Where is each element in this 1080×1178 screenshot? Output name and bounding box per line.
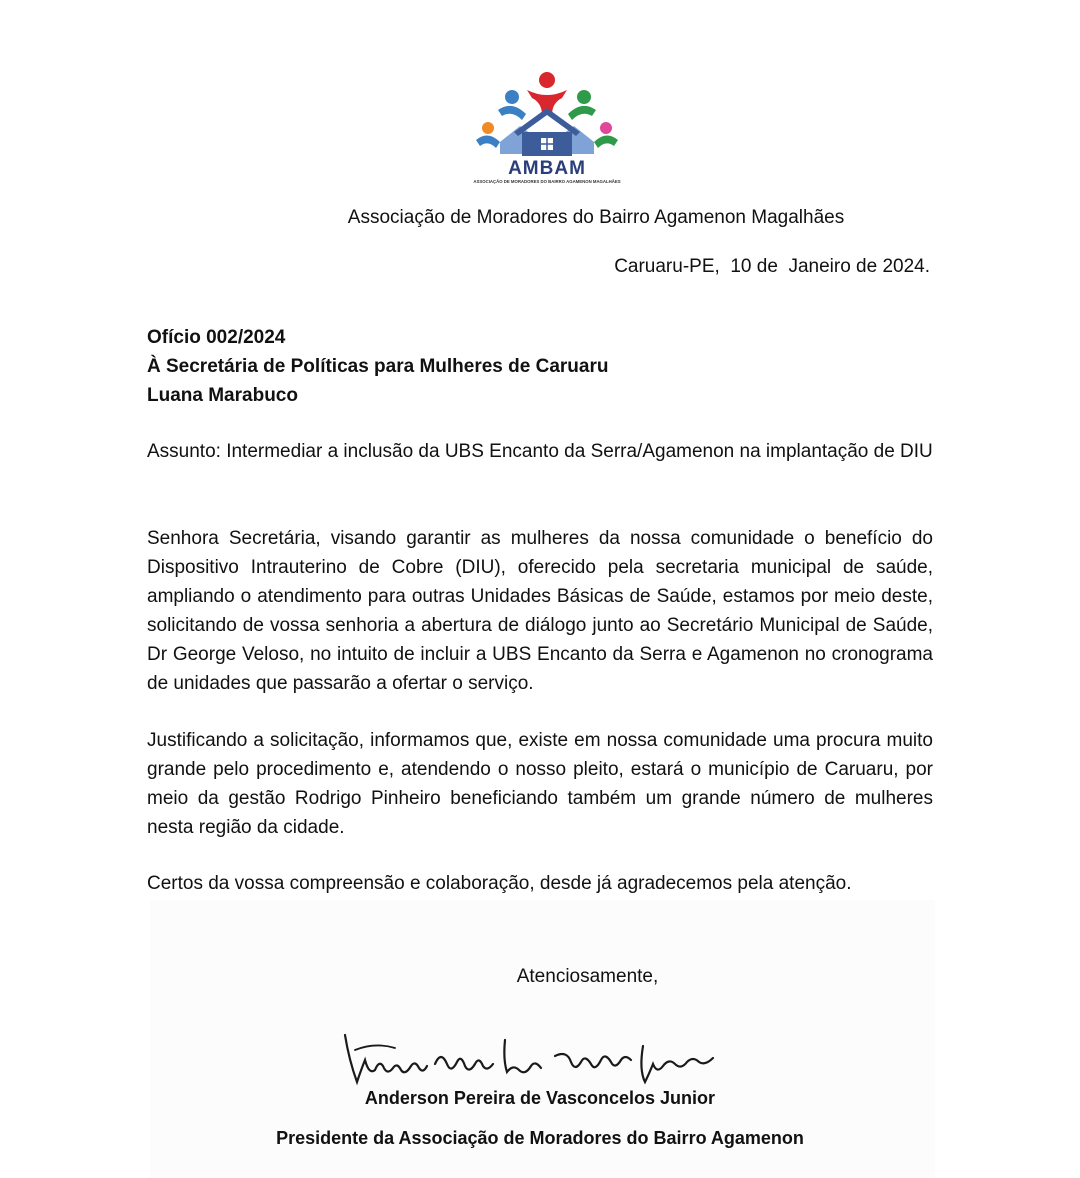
closing-paragraph: Certos da vossa compreensão e colaboração, desde já agradecemos pela atenção. <box>147 873 852 894</box>
right-figure-icon <box>594 122 618 148</box>
body-paragraph-2: Justificando a solicitação, informamos que, existe em nossa comunidade uma procura muito grande pelo procedimento e, atendendo o nosso pleito, estará o município de Caruaru, por meio da gestão Rodrigo Pinheiro beneficiando também um grande número de mulheres nesta região da cidade. <box>147 730 933 838</box>
left-inner-figure-icon <box>498 90 526 120</box>
recipient-name: Luana Marabuco <box>147 385 298 406</box>
letter-header <box>147 323 608 410</box>
logo-caption: ASSOCIAÇÃO DE MORADORES DO BAIRRO AGAMENON MAGALHÃES <box>473 179 621 184</box>
date-line: Caruaru-PE, 10 de Janeiro de 2024. <box>614 256 930 277</box>
body-paragraph-1: Senhora Secretária, visando garantir as mulheres da nossa comunidade o benefício do Dispositivo Intrauterino de Cobre (DIU), oferecido pela secretaria municipal de saúde, ampliando o atendimento para outras Unidades Básicas de Saúde, estamos por meio deste, solicitando de vossa senhoria a abertura de diálogo junto ao Secretário Municipal de Saúde, Dr George Veloso, no intuito de incluir a UBS Encanto da Serra e Agamenon no cronograma de unidades que passarão a ofertar o serviço. <box>147 528 933 694</box>
recipient-line: À Secretária de Políticas para Mulheres de Caruaru <box>147 356 609 377</box>
signer-name: Anderson Pereira de Vasconcelos Junior <box>364 1088 716 1108</box>
salutation: Atenciosamente, <box>516 966 659 987</box>
right-inner-figure-icon <box>568 90 596 120</box>
signer-title: Presidente da Associação de Moradores do Bairro Agamenon <box>276 1128 804 1148</box>
ambam-logo <box>472 70 622 190</box>
left-figure-icon <box>476 122 500 148</box>
organization-name: Associação de Moradores do Bairro Agamenon Magalhães <box>347 207 845 228</box>
office-number: Ofício 002/2024 <box>147 327 286 348</box>
logo-acronym: AMBAM <box>508 158 586 179</box>
subject-paragraph: Assunto: Intermediar a inclusão da UBS Encanto da Serra/Agamenon na implantação de DIU <box>147 441 933 462</box>
